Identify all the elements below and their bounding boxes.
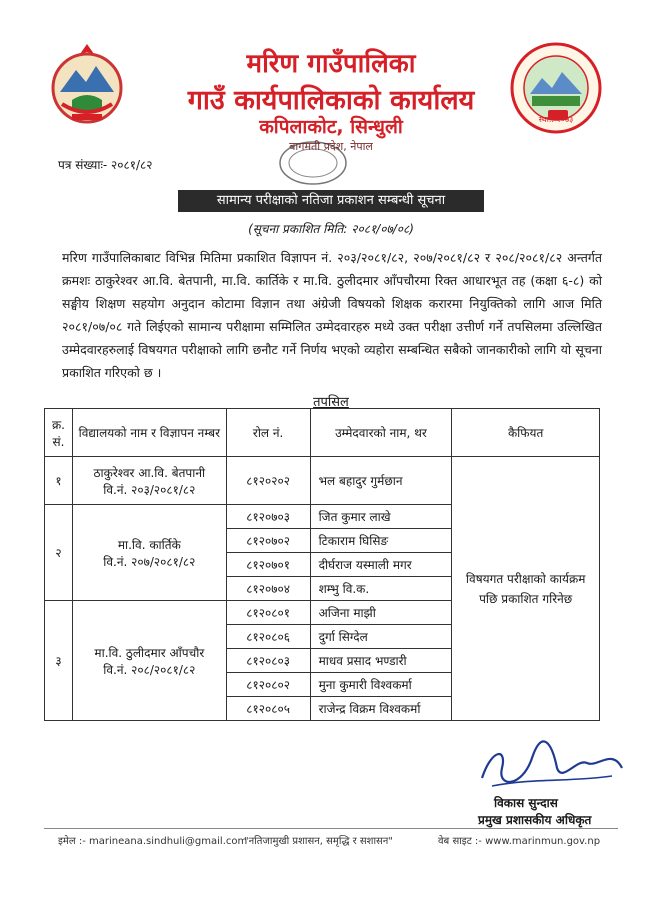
candidate-cell: माधव प्रसाद भण्डारी	[310, 649, 452, 673]
adv-number: वि.नं. २०८/२०८१/८२	[103, 662, 196, 677]
handwritten-signature-icon	[462, 738, 632, 798]
candidate-cell: भल बहादुर गुर्मछान	[310, 457, 452, 505]
candidate-cell: दुर्गा सिग्देल	[310, 625, 452, 649]
remarks-cell: विषयगत परीक्षाको कार्यक्रम पछि प्रकाशित गरिनेछ	[452, 457, 600, 721]
notice-body: मरिण गाउँपालिकाबाट विभिन्न मितिमा प्रकाशित विज्ञापन नं. २०३/२०८१/८२, २०७/२०८१/८२ र २०८/२०८१/८२ अन्तर्गत क्रमशः ठाकुरेश्वर आ.वि. बेतपानी, मा.वि. कार्तिके र मा.वि. ठुलीदमार आँपचौरमा रिक्त आधारभूत तह (कक्षा ६-८) को सङ्घीय शिक्षण सहयोग अनुदान कोटामा विज्ञान तथा अंग्रेजी विषयको शिक्षक करारमा नियुक्तिको लागि आज मिति २०८१/०७/०८ गते लिईएको सामान्य परीक्षामा सम्मिलित उम्मेदवारहरु मध्ये उक्त परीक्षा उत्तीर्ण गर्ने तपसिलमा उल्लिखित उम्मेदवारहरुलाई विषयगत परीक्षाको लागि छनौट गर्ने निर्णय भएको व्यहोरा सम्बन्धित सबैको जानकारीको लागि यो सूचना प्रकाशित गरिएको छ ।	[62, 250, 602, 380]
header-remarks: कैफियत	[452, 409, 600, 457]
roll-cell: ८१२०८०२	[226, 673, 310, 697]
roll-cell: ८१२०८०१	[226, 601, 310, 625]
schedule-heading: तपसिल	[313, 395, 349, 410]
signatory-title: प्रमुख प्रशासकीय अधिकृत	[478, 813, 592, 827]
school-name: मा.वि. कार्तिके	[117, 537, 181, 552]
sn-cell: १	[45, 457, 73, 505]
seal-date: स्था.: २०७३	[538, 115, 574, 124]
office-name: गाउँ कार्यपालिकाको कार्यालय	[187, 85, 475, 116]
footer-email: इमेल :- marineana.sindhuli@gmail.com	[58, 836, 248, 847]
results-table	[44, 408, 600, 721]
school-cell	[72, 601, 226, 721]
table-header-row	[45, 409, 600, 457]
footer-slogan: "नतिजामुखी प्रशासन, समृद्धि र सशासन"	[244, 836, 393, 847]
footer-divider	[44, 828, 618, 829]
candidate-cell: राजेन्द्र विक्रम विश्वकर्मा	[310, 697, 452, 721]
table-row	[45, 457, 600, 505]
candidate-cell: मुना कुमारी विश्वकर्मा	[310, 673, 452, 697]
signatory-name: विकास सुन्दास	[494, 796, 558, 810]
office-address: कपिलाकोट, सिन्धुली	[259, 116, 403, 138]
province-country: बागमती प्रदेश, नेपाल	[289, 140, 373, 153]
header-sn: क्र. सं.	[45, 409, 73, 457]
header-candidate: उम्मेदवारको नाम, थर	[310, 409, 452, 457]
roll-cell: ८१२०७०२	[226, 529, 310, 553]
candidate-cell: जित कुमार लाखे	[310, 505, 452, 529]
roll-cell: ८१२०८०३	[226, 649, 310, 673]
header-roll: रोल नं.	[226, 409, 310, 457]
roll-cell: ८१२०८०६	[226, 625, 310, 649]
adv-number: वि.नं. २०३/२०८१/८२	[103, 482, 196, 497]
reference-number: पत्र संख्याः- २०८१/८२	[58, 158, 153, 172]
sn-cell: २	[45, 505, 73, 601]
candidate-cell: टिकाराम घिसिङ	[310, 529, 452, 553]
header-school: विद्यालयको नाम र विज्ञापन नम्बर	[72, 409, 226, 457]
school-cell	[72, 457, 226, 505]
candidate-cell: दीर्घराज यस्माली मगर	[310, 553, 452, 577]
roll-cell: ८१२०७०३	[226, 505, 310, 529]
roll-cell: ८१२०२०२	[226, 457, 310, 505]
adv-number: वि.नं. २०७/२०८१/८२	[103, 554, 196, 569]
candidate-cell: अजिना माझी	[310, 601, 452, 625]
candidate-cell: शम्भु वि.क.	[310, 577, 452, 601]
municipality-name: मरिण गाउँपालिका	[246, 49, 416, 79]
office-stamp-icon	[278, 140, 348, 186]
school-name: ठाकुरेश्वर आ.वि. बेतपानी	[93, 465, 206, 480]
published-date: (सूचना प्रकाशित मिति: २०८१/०७/०८)	[248, 222, 414, 236]
school-name: मा.वि. ठुलीदमार आँपचौर	[94, 645, 205, 660]
roll-cell: ८१२०८०५	[226, 697, 310, 721]
sn-cell: ३	[45, 601, 73, 721]
subject-banner: सामान्य परीक्षाको नतिजा प्रकाशन सम्बन्धी सूचना	[178, 190, 484, 212]
footer-website: वेब साइट :- www.marinmun.gov.np	[438, 836, 601, 847]
roll-cell: ८१२०७०४	[226, 577, 310, 601]
roll-cell: ८१२०७०१	[226, 553, 310, 577]
school-cell	[72, 505, 226, 601]
